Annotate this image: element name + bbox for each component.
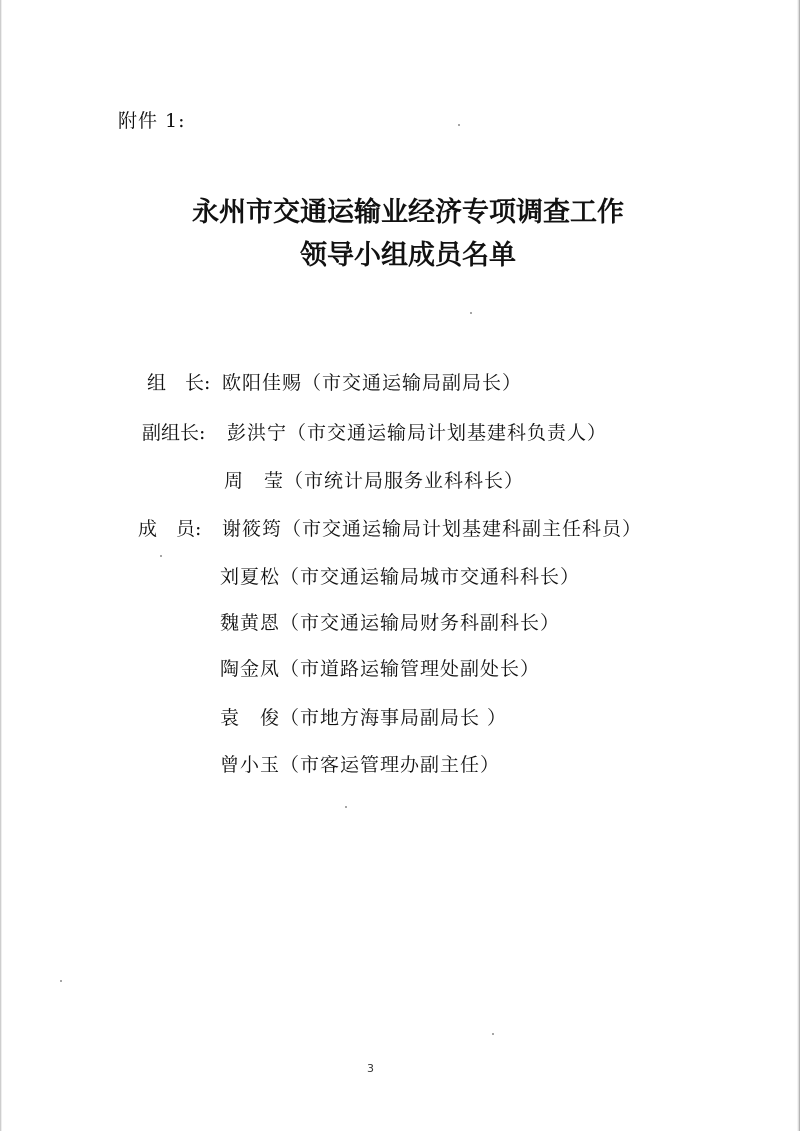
member-person: 刘夏松（市交通运输局城市交通科科长）	[220, 566, 581, 588]
member-role: 副组长:	[142, 422, 206, 444]
member-person: 魏黄恩（市交通运输局财务科副科长）	[220, 612, 561, 634]
scan-speck	[492, 1033, 494, 1035]
scan-speck	[345, 806, 347, 808]
document-title-line1: 永州市交通运输业经济专项调查工作	[192, 197, 624, 228]
scan-speck	[470, 312, 472, 314]
member-role: 成 员:	[138, 518, 202, 540]
attachment-label: 附件 1:	[118, 110, 186, 132]
member-person: 谢筱筠（市交通运输局计划基建科副主任科员）	[222, 518, 643, 540]
scan-speck	[160, 555, 162, 557]
member-person: 曾小玉（市客运管理办副主任）	[220, 754, 501, 776]
scan-speck	[60, 980, 62, 982]
member-person: 彭洪宁（市交通运输局计划基建科负责人）	[227, 422, 608, 444]
member-person: 陶金凤（市道路运输管理处副处长）	[220, 658, 541, 680]
scan-speck	[458, 124, 460, 126]
document-title-line2: 领导小组成员名单	[300, 240, 516, 271]
member-person: 周 莹（市统计局服务业科科长）	[224, 470, 525, 492]
member-person: 袁 俊（市地方海事局副局长 ）	[220, 707, 508, 729]
member-person: 欧阳佳赐（市交通运输局副局长）	[222, 372, 523, 394]
scan-edge-left	[0, 0, 2, 1131]
member-role: 组 长:	[147, 372, 211, 394]
page-number: 3	[367, 1062, 374, 1075]
